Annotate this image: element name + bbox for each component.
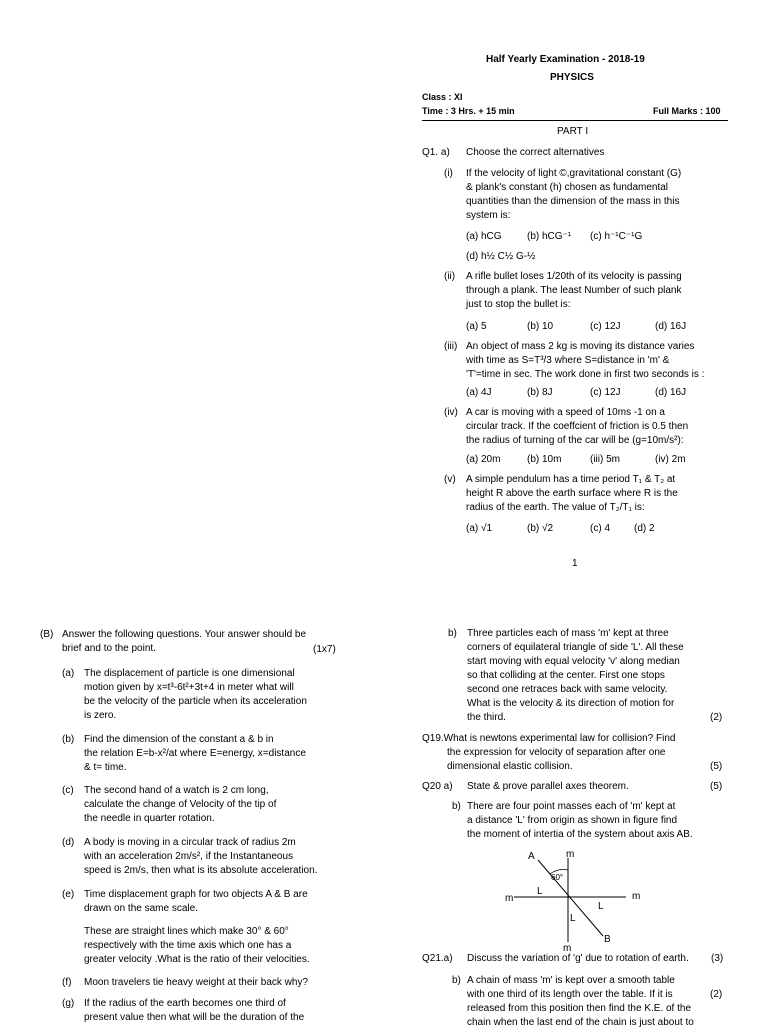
partb-item-num: (b): [62, 734, 75, 745]
q1-option: (d) 16J: [655, 387, 687, 398]
q1-option: (a) 4J: [466, 387, 492, 398]
q1-item-text: A car is moving with a speed of 10ms -1 on a circular track. If the coeffcient of friction is 0.5 then the radius of turning of the car will be (g=10m/s²):: [466, 407, 689, 446]
subject-title: PHYSICS: [550, 72, 594, 83]
partb-item-num: (f): [62, 977, 72, 988]
q1-option: (b) 10m: [527, 454, 562, 465]
q21-label: Q21.a): [422, 953, 453, 964]
rc-b-label: b): [448, 628, 457, 639]
label-l-left: L: [537, 886, 543, 897]
part-title: PART I: [557, 126, 589, 137]
partb-item-text: Moon travelers tie heavy weight at their back why?: [84, 977, 308, 988]
q1-option: (c) 12J: [590, 387, 621, 398]
q1-option: (iv) 2m: [655, 454, 686, 465]
partb-item-text: If the radius of the earth becomes one third of present value then what will be the duration of the: [84, 998, 305, 1023]
label-b: B: [604, 934, 611, 945]
q1-option: (b) 10: [527, 321, 554, 332]
header-rule: [422, 120, 728, 121]
partb-intro: Answer the following questions. Your answer should be brief and to the point.: [62, 629, 307, 654]
q1-item-num: (ii): [444, 271, 456, 282]
q1-option: (d) h½ C½ G-½: [466, 251, 536, 262]
partb-item-num: (g): [62, 998, 75, 1009]
q1-item-text: An object of mass 2 kg is moving its distance varies with time as S=T³/3 where S=distance in 'm' & 'T'=time in sec. The work done in first two seconds is :: [466, 341, 705, 380]
q1-option: (d) 16J: [655, 321, 687, 332]
full-marks-label: Full Marks : 100: [653, 106, 721, 116]
partb-item-text: The second hand of a watch is 2 cm long, calculate the change of Velocity of the tip of the needle in quarter rotation.: [84, 785, 277, 824]
q21-b-marks: (2): [710, 989, 723, 1000]
q19-marks: (5): [710, 761, 723, 772]
label-m-right: m: [632, 891, 641, 902]
q1-option: (b) √2: [527, 523, 554, 534]
q20-a-text: State & prove parallel axes theorem.: [467, 781, 629, 792]
q1-item-text: A simple pendulum has a time period T₁ & T₂ at height R above the earth surface where R is the radius of the earth. The value of T₂/T₁ is:: [466, 474, 678, 513]
q21-a-marks: (3): [711, 953, 724, 964]
label-l-bottom: L: [570, 913, 576, 924]
q20-label: Q20 a): [422, 781, 453, 792]
q20-b-text: There are four point masses each of 'm' kept at a distance 'L' from origin as shown in figure find the moment of intertia of the system about axis AB.: [467, 801, 693, 840]
q1-option: (a) hCG: [466, 231, 502, 242]
partb-item-text: The displacement of particle is one dimensional motion given by x=t³-6t²+3t+4 in meter what will be the velocity of the particle when its acceleration is zero.: [84, 668, 307, 721]
partb-item-num: (a): [62, 668, 75, 679]
partb-item-text: These are straight lines which make 30° & 60° respectively with the time axis which one has a greater velocity .What is the ratio of their velocities.: [84, 926, 310, 965]
q1-option: (b) hCG⁻¹: [527, 231, 572, 242]
label-m-bottom: m: [563, 943, 572, 954]
q1-item-text: If the velocity of light ©,gravitational constant (G) & plank's constant (h) chosen as fundamental quantities than the dimension of the mass in this system is:: [466, 168, 682, 221]
q1-option: (d) 2: [634, 523, 655, 534]
class-label: Class : XI: [422, 92, 463, 102]
q20-b-label: b): [452, 801, 461, 812]
axis-ab: [538, 860, 603, 936]
q1-option: (a) 5: [466, 321, 487, 332]
partb-label: (B): [40, 629, 54, 640]
page-number: 1: [572, 558, 578, 569]
rc-b-marks: (2): [710, 712, 723, 723]
label-a: A: [528, 851, 535, 862]
q21-b-label: b): [452, 975, 461, 986]
label-m-top: m: [566, 849, 575, 860]
partb-marks: (1x7): [313, 644, 336, 655]
q1-item-num: (iii): [444, 341, 458, 352]
q1-item-num: (v): [444, 474, 456, 485]
q1-option: (iii) 5m: [590, 454, 620, 465]
q1-label: Q1. a): [422, 147, 450, 158]
partb-item-num: (d): [62, 837, 75, 848]
q1-option: (b) 8J: [527, 387, 553, 398]
rc-b-text: Three particles each of mass 'm' kept at three corners of equilateral triangle of side 'L'. All these start moving with equal velocity 'v' along median so that colliding at the center. First one stops second one retraces back with same velocity. What is the velocity & its direction of motion for the third.: [467, 628, 684, 723]
partb-item-text: Time displacement graph for two objects A & B are drawn on the same scale.: [84, 889, 308, 914]
q20-a-marks: (5): [710, 781, 723, 792]
q1-item-text: A rifle bullet loses 1/20th of its velocity is passing through a plank. The least Number of such plank just to stop the bullet is:: [466, 271, 682, 310]
q1-intro: Choose the correct alternatives: [466, 147, 605, 158]
moment-of-inertia-figure: [500, 846, 660, 956]
label-m-left: m: [505, 893, 514, 904]
q21-a-text: Discuss the variation of 'g' due to rotation of earth.: [467, 953, 689, 964]
q19-text: Q19.What is newtons experimental law for collision? Find the expression for velocity of separation after one dimensional elastic collision.: [422, 733, 676, 772]
q1-option: (c) 12J: [590, 321, 621, 332]
label-l-right: L: [598, 901, 604, 912]
q1-option: (a) 20m: [466, 454, 501, 465]
exam-title: Half Yearly Examination - 2018-19: [486, 54, 645, 65]
q1-option: (c) h⁻¹C⁻¹G: [590, 231, 643, 242]
q1-option: (c) 4: [590, 523, 610, 534]
partb-item-num: (e): [62, 889, 75, 900]
q21-b-text: A chain of mass 'm' is kept over a smooth table with one third of its length over the table. If it is released from this position then find the K.E. of the chain when the last end of the chain is just about to: [467, 975, 694, 1028]
q1-item-num: (iv): [444, 407, 458, 418]
time-label: Time : 3 Hrs. + 15 min: [422, 106, 515, 116]
label-angle: 60°: [551, 873, 564, 882]
partb-item-text: Find the dimension of the constant a & b in the relation E=b-x²/at where E=energy, x=distance & t= time.: [84, 734, 306, 773]
q1-item-num: (i): [444, 168, 453, 179]
q1-option: (a) √1: [466, 523, 493, 534]
partb-item-text: A body is moving in a circular track of radius 2m with an acceleration 2m/s², if the Instantaneous speed is 2m/s, then what is its absolute acceleration.: [84, 837, 318, 876]
partb-item-num: (c): [62, 785, 74, 796]
